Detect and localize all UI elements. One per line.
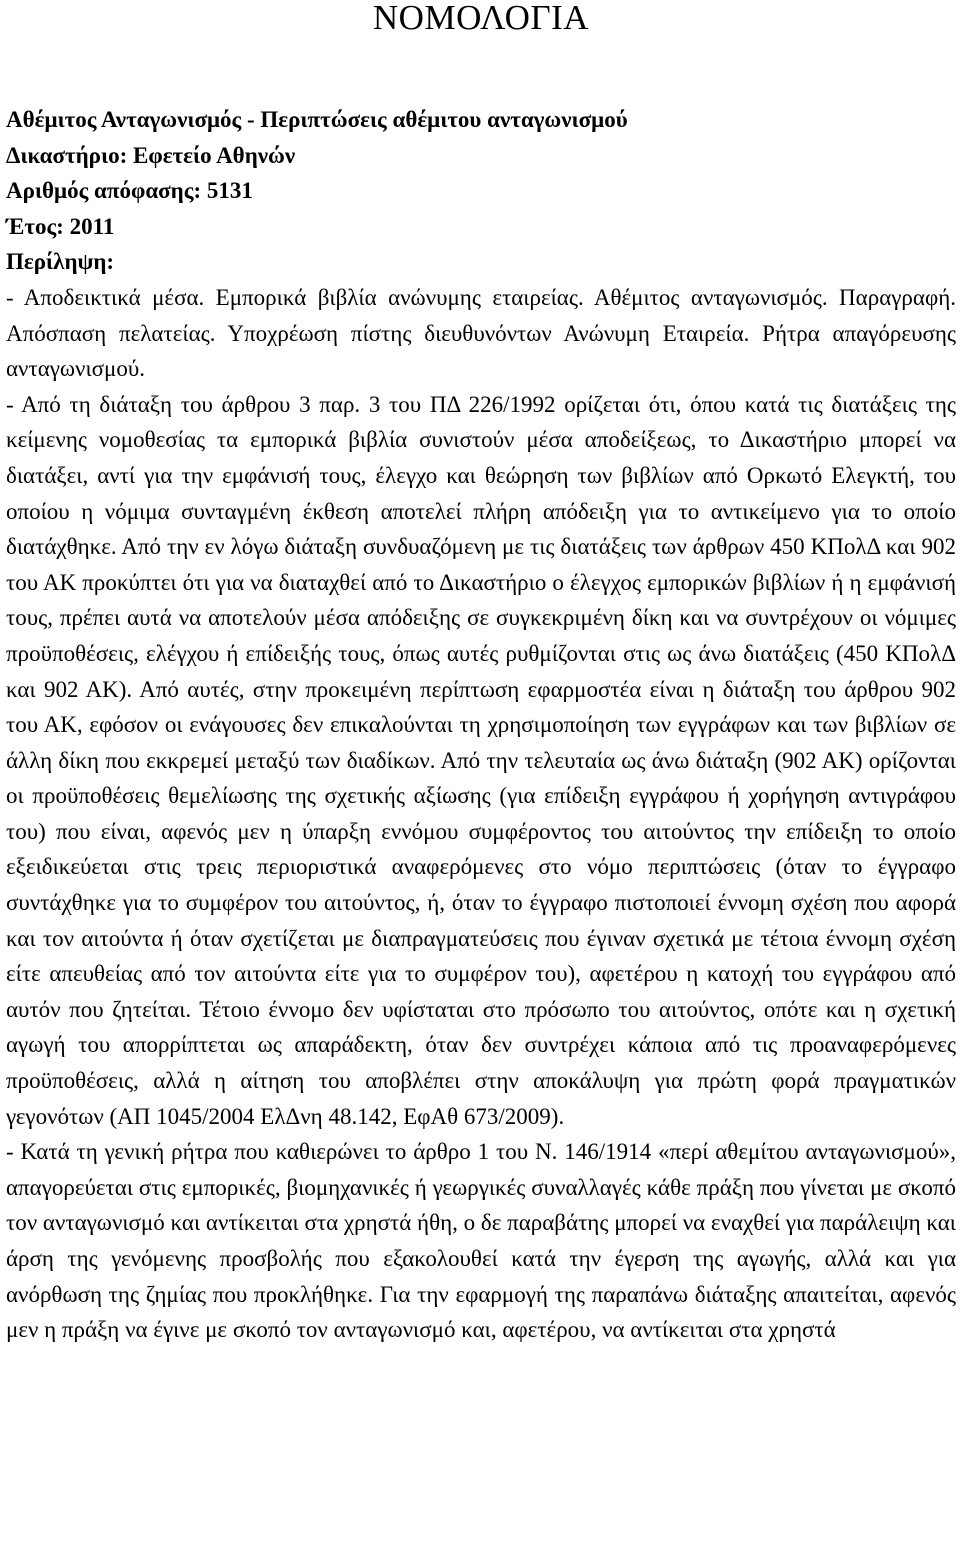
summary-paragraph: - Από τη διάταξη του άρθρου 3 παρ. 3 του ΠΔ 226/1992 ορίζεται ότι, όπου κατά τις διατάξεις της κείμενης νομοθεσίας τα εμπορικά βιβλία συνιστούν μέσα αποδείξεως, το Δικαστήριο μπορεί να διατάξει, αντί για την εμφάνισή τους, έλεγχο και θεώρηση των βιβλίων από Ορκωτό Ελεγκτή, του οποίου η νόμιμα συνταγμένη έκθεση αποτελεί πλήρη απόδειξη για το αντικείμενο για το οποίο διατάχθηκε. Από την εν λόγω διάταξη συνδυαζόμενη με τις διατάξεις των άρθρων 450 ΚΠολΔ και 902 του ΑΚ προκύπτει ότι για να διαταχθεί από το Δικαστήριο ο έλεγχος εμπορικών βιβλίων ή η εμφάνισή τους, πρέπει αυτά να αποτελούν μέσα απόδειξης σε συγκεκριμένη δίκη και να συντρέχουν οι νόμιμες προϋποθέσεις, ελέγχου ή επίδειξής τους, όπως αυτές ρυθμίζονται στις ως άνω διατάξεις (450 ΚΠολΔ και 902 ΑΚ). Από αυτές, στην προκειμένη περίπτωση εφαρμοστέα είναι η διάταξη του άρθρου 902 του ΑΚ, εφόσον οι ενάγουσες δεν επικαλούνται τη χρησιμοποίηση των εγγράφων και των βιβλίων σε άλλη δίκη που εκκρεμεί μεταξύ των διαδίκων. Από την τελευταία ως άνω διάταξη (902 ΑΚ) ορίζονται οι προϋποθέσεις θεμελίωσης της σχετικής αξίωσης (για επίδειξη εγγράφου ή χορήγηση αντιγράφου του) που είναι, αφενός μεν η ύπαρξη εννόμου συμφέροντος του αιτούντος την επίδειξη το οποίο εξειδικεύεται στις τρεις περιοριστικά αναφερόμενες στο νόμο περιπτώσεις (όταν το έγγραφο συντάχθηκε για το συμφέρον του αιτούντος, ή, όταν το έγγραφο πιστοποιεί έννομη σχέση που αφορά και τον αιτούντα ή όταν σχετίζεται με διαπραγματεύσεις που έγιναν σχετικά με τέτοια έννομη σχέση είτε απευθείας από τον αιτούντα είτε για το συμφέρον του), αφετέρου η κατοχή του εγγράφου από αυτόν που ζητείται. Τέτοιο έννομο δεν υφίσταται στο πρόσωπο του αιτούντος, οπότε και η σχετική αγωγή του απορρίπτεται ως απαράδεκτη, όταν δεν συντρέχει κάποια από τις προαναφερόμενες προϋποθέσεις, αλλά η αίτηση του αποβλέπει στην αποκάλυψη για πρώτη φορά πραγματικών γεγονότων (ΑΠ 1045/2004 ΕλΔνη 48.142, ΕφΑθ 673/2009).: [6, 391, 956, 1129]
year-line: Έτος: 2011: [6, 213, 115, 239]
case-heading: Αθέμιτος Ανταγωνισμός - Περιπτώσεις αθέμιτου ανταγωνισμού: [6, 107, 628, 132]
summary-label: Περίληψη:: [6, 249, 115, 275]
summary-paragraph: - Αποδεικτικά μέσα. Εμπορικά βιβλία ανώνυμης εταιρείας. Αθέμιτος ανταγωνισμός. Παραγραφή. Απόσπαση πελατείας. Υποχρέωση πίστης διευθυνόντων Ανώνυμη Εταιρεία. Ρήτρα απαγόρευσης ανταγωνισμού.: [6, 284, 956, 382]
summary-body: [6, 280, 956, 1348]
page-title: ΝΟΜΟΛΟΓΙΑ: [372, 0, 590, 37]
document-page: [6, 0, 956, 1348]
case-metadata: [6, 102, 956, 280]
decision-number-line: Αριθμός απόφασης: 5131: [6, 178, 253, 204]
summary-paragraph: - Κατά τη γενική ρήτρα που καθιερώνει το άρθρο 1 του Ν. 146/1914 «περί αθεμίτου ανταγωνισμού», απαγορεύεται στις εμπορικές, βιομηχανικές ή γεωργικές συναλλαγές κάθε πράξη που γίνεται με σκοπό τον ανταγωνισμό και αντίκειται στα χρηστά ήθη, ο δε παραβάτης μπορεί να εναχθεί για παράλειψη και άρση της γενόμενης προσβολής που εξακολουθεί κατά την έγερση της αγωγής, αλλά και για ανόρθωση της ζημίας που προκλήθηκε. Για την εφαρμογή της παραπάνω διάταξης απαιτείται, αφενός μεν η πράξη να έγινε με σκοπό τον ανταγωνισμό και, αφετέρου, να αντίκειται στα χρηστά: [6, 1139, 956, 1343]
court-line: Δικαστήριο: Εφετείο Αθηνών: [6, 142, 296, 168]
